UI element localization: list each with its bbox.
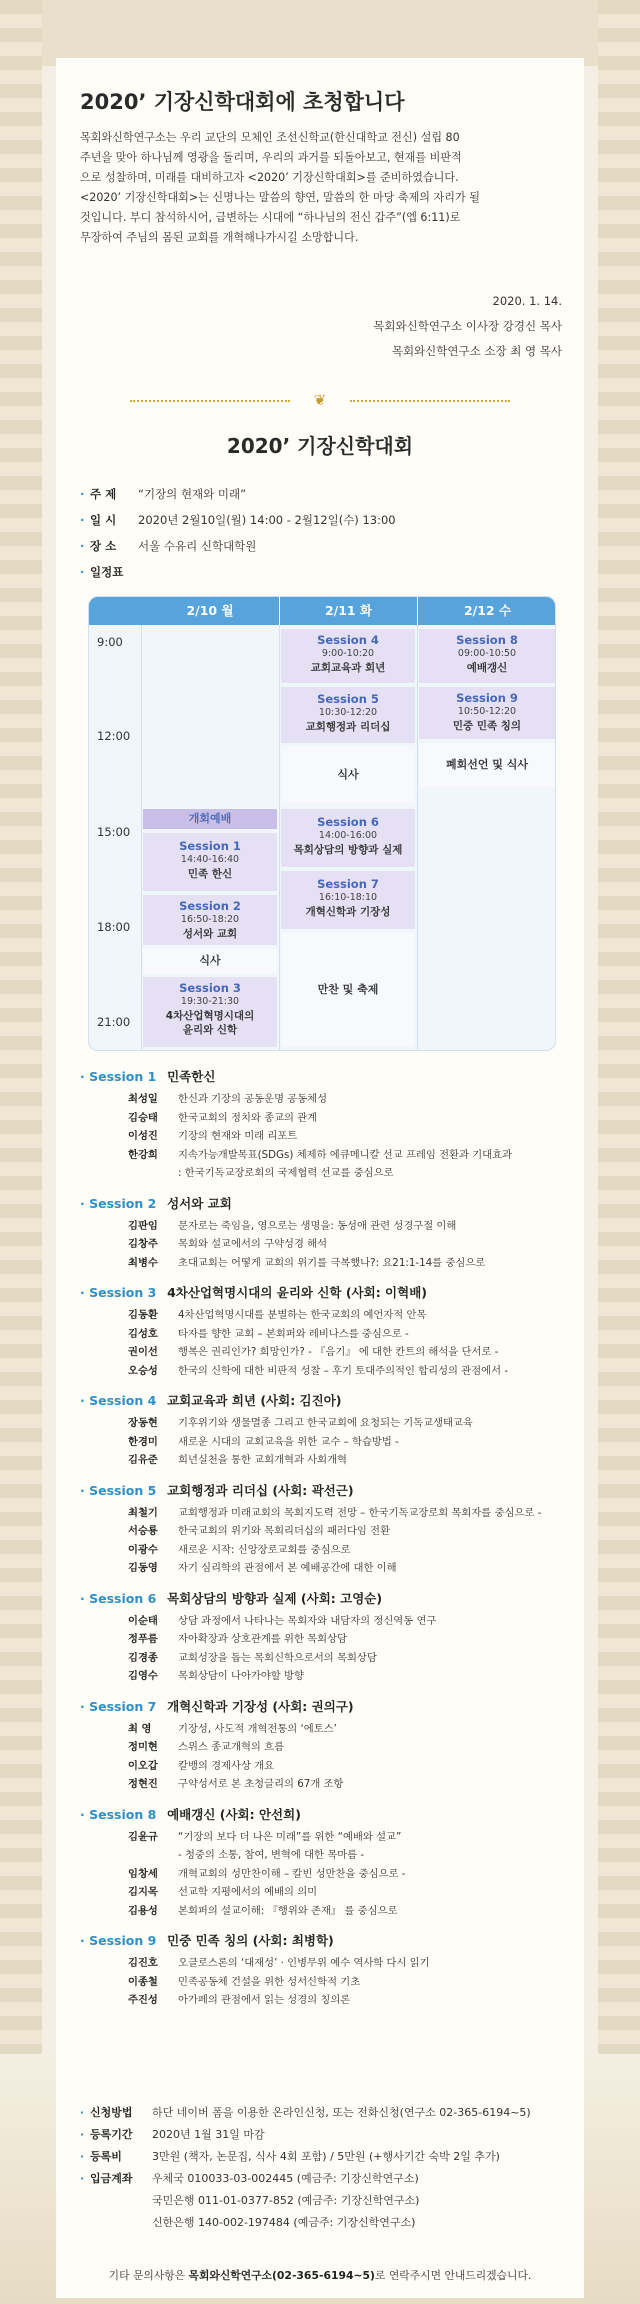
invite-line: 목회와신학연구소는 우리 교단의 모체인 조선신학교(한신대학교 전신) 설립 80 xyxy=(80,131,460,144)
speaker-row: 한경미 새로운 시대의 교회교육을 위한 교수 – 학습방법 - xyxy=(128,1435,399,1448)
invite-line: 주년을 맞아 하나님께 영광을 돌리며, 우리의 과거를 되돌아보고, 현재를 비판적 xyxy=(80,151,462,164)
left-border-decoration xyxy=(0,0,42,2304)
apply-row: · 신청방법 하단 네이버 폼을 이용한 온라인신청, 또는 전화신청(연구소 02-365-6194~5) xyxy=(80,2106,531,2119)
speaker-row: 최병수 초대교회는 어떻게 교회의 위기를 극복했나?: 요21:1-14를 중심으로 xyxy=(128,1256,486,1269)
event-title: 2020’ 기장신학대회 xyxy=(226,434,414,458)
speaker-row: 이순태 상담 과정에서 나타나는 목회자와 내담자의 정신역동 연구 xyxy=(128,1614,437,1627)
session-9-section: · Session 9 민중 민족 칭의 (사회: 최병학) 김진호 오클로스론의 ‘대재성’ · 인병무위 예수 역사학 다시 읽기 이종철 민족공동체 건설을 위한 성서신학적 기초 주진성 아가페의 관점에서 읽는 성경의 칭의론 xyxy=(80,1928,580,2010)
session-9-block: Session 9 10:50-12:20 민중 민족 칭의 xyxy=(419,687,555,739)
session-1-block: Session 1 14:40-16:40 민족 한신 xyxy=(143,833,277,891)
info-theme: · 주 제 “기장의 현재와 미래” xyxy=(80,487,247,501)
session-5-section: · Session 5 교회행정과 리더십 (사회: 곽선근) 최철기 교회행정과 미래교회의 목회지도력 전망 – 한국기독교장로회 목회자를 중심으로 - 서승룡 한국교회의 위기와 목회리더십의 패러다임 전환 이광수 새로운 시작: 신앙장로교회를 중심으로 김동영 자기 심리학의 관점에서 본 예배공간에 대한 이해 xyxy=(80,1478,580,1578)
session-1-section: · Session 1 민족한신 최성일 한신과 기장의 공동운명 공동체성 김승태 한국교회의 정치와 종교의 관계 이성진 기장의 현재와 미래 리포트 한강희 지속가능개발목표(SDGs) 체제하 에큐메니칼 선교 프레임 전환과 기대효과 : 한국기독교장로회의 국제협력 선교를 중심으로 xyxy=(80,1064,580,1183)
speaker-row: 한강희 지속가능개발목표(SDGs) 체제하 에큐메니칼 선교 프레임 전환과 기대효과 xyxy=(128,1148,512,1161)
speaker-row: 김동환 4차산업혁명시대를 분별하는 한국교회의 예언자적 안목 xyxy=(128,1309,427,1321)
account-row: · 입금계좌 우체국 010033-03-002445 (예금주: 기장신학연구소) xyxy=(80,2172,419,2185)
session-2-block: Session 2 16:50-18:20 성서와 교회 xyxy=(143,895,277,945)
session-4-block: Session 4 9:00-10:20 교회교육과 회년 xyxy=(281,629,415,683)
invite-line: 으로 성찰하며, 미래를 대비하고자 <2020’ 기장신학대회>를 준비하였습니다. xyxy=(80,171,459,184)
session-6-section: · Session 6 목회상담의 방향과 실제 (사회: 고영순) 이순태 상담 과정에서 나타나는 목회자와 내담자의 정신역동 연구 정푸름 자아확장과 상호관계를 위한 목회상담 김경종 교회성장을 돕는 목회신학으로서의 목회상담 김영수 목회상담이 나아가야할 방향 xyxy=(80,1586,580,1686)
session-7-section: · Session 7 개혁신학과 기장성 (사회: 권의구) 최 영 기장성, 사도적 개혁전통의 ‘에토스’ 정미현 스위스 종교개혁의 흐름 이오갑 칼뱅의 경제사상 개요 정현진 구약성서로 본 초청글리의 67개 조항 xyxy=(80,1694,580,1794)
meal-block: 식사 xyxy=(143,949,277,973)
speaker-row: 김승태 한국교회의 정치와 종교의 관계 xyxy=(128,1111,318,1124)
speaker-row: 최 영 기장성, 사도적 개혁전통의 ‘에토스’ xyxy=(128,1722,337,1735)
speaker-row: 김동영 자기 심리학의 관점에서 본 예배공간에 대한 이해 xyxy=(128,1562,397,1574)
right-border-decoration xyxy=(598,0,640,2304)
meal-block: 식사 xyxy=(281,747,415,803)
invite-body xyxy=(80,128,564,248)
info-date: · 일 시 2020년 2월10일(월) 14:00 - 2월12일(수) 13:00 xyxy=(80,513,396,527)
speaker-row: 김경종 교회성장을 돕는 목회신학으로서의 목회상담 xyxy=(128,1651,377,1664)
contact-org: 목회와신학연구소(02-365-6194~5) xyxy=(188,2269,375,2282)
info-place: · 장 소 서울 수유리 신학대학원 xyxy=(80,539,257,553)
session-4-section: · Session 4 교회교육과 희년 (사회: 김진아) 장동현 기후위기와 생물멸종 그리고 한국교회에 요청되는 기독교생태교육 한경미 새로운 시대의 교회교육을 위한 교수 – 학습방법 - 김유준 희년실천을 통한 교회개혁과 사회개혁 xyxy=(80,1388,580,1470)
speaker-row: 정현진 구약성서로 본 초청글리의 67개 조항 xyxy=(128,1778,344,1790)
speaker-row: 김유준 희년실천을 통한 교회개혁과 사회개혁 xyxy=(128,1454,347,1466)
speaker-row: 김창주 목회와 설교에서의 구약성경 해석 xyxy=(128,1238,328,1250)
speaker-row: 김성호 타자를 향한 교회 – 본회퍼와 레비나스를 중심으로 - xyxy=(128,1327,409,1340)
speaker-row: - 청중의 소통, 참여, 변혁에 대한 목마름 - xyxy=(178,1849,365,1861)
speaker-row: : 한국기독교장로회의 국제협력 선교를 중심으로 xyxy=(178,1167,394,1179)
session-5-block: Session 5 10:30-12:20 교회행정과 리더십 xyxy=(281,687,415,743)
contact-note: 기타 문의사항은 목회와신학연구소(02-365-6194~5)로 연락주시면 안내드리겠습니다. xyxy=(108,2269,532,2282)
speaker-row: 김지목 선교학 지평에서의 예배의 의미 xyxy=(128,1886,318,1898)
dinner-block: 만찬 및 축제 xyxy=(281,933,415,1047)
time-label: 21:00 xyxy=(97,1015,131,1029)
invite-line: 무장하여 주님의 몸된 교회를 개혁해나가시길 소망합니다. xyxy=(80,231,359,244)
closing-block: 폐회선언 및 식사 xyxy=(419,743,555,787)
session-3-section: · Session 3 4차산업혁명시대의 윤리와 신학 (사회: 이혁배) 김동환 4차산업혁명시대를 분별하는 한국교회의 예언자적 안목 김성호 타자를 향한 교회 – 본회퍼와 레비나스를 중심으로 - 권이선 행복은 권리인가? 희망인가? - 『음기』 에 대한 칸트의 해석을 단서로 - 오승성 한국의 신학에 대한 비판적 성찰 – 후기 토대주의적인 합리성의 관점에서 - xyxy=(80,1280,580,1380)
account-row: 국민은행 011-01-0377-852 (예금주: 기장신학연구소) xyxy=(152,2194,420,2207)
speaker-row: 김영수 목회상담이 나아가야할 방향 xyxy=(128,1670,304,1682)
session-8-section: · Session 8 예배갱신 (사회: 안선희) 김윤규 “기장의 보다 더 나은 미래”를 위한 “예배와 설교” - 청중의 소통, 참여, 변혁에 대한 목마름 - 임창세 개혁교회의 성만찬이해 – 칼빈 성만찬을 중심으로 - 김지목 선교학 지평에서의 예배의 의미 김용성 본회퍼의 설교이해: 『행위와 존재』 를 중심으로 xyxy=(80,1802,580,1921)
invite-line: <2020’ 기장신학대회>는 신명나는 말씀의 향연, 말씀의 한 마당 축제의 자리가 될 xyxy=(80,191,480,204)
speaker-row: 주진성 아가페의 관점에서 읽는 성경의 칭의론 xyxy=(128,1994,351,2006)
session-7-block: Session 7 16:10-18:10 개혁신학과 기장성 xyxy=(281,871,415,929)
speaker-row: 최성일 한신과 기장의 공동운명 공동체성 xyxy=(128,1093,328,1105)
time-label: 12:00 xyxy=(97,729,131,743)
speaker-row: 정푸름 자아확장과 상호관계를 위한 목회상담 xyxy=(128,1633,347,1645)
time-label: 15:00 xyxy=(97,825,131,839)
time-label: 18:00 xyxy=(97,920,131,934)
invite-date: 2020. 1. 14. xyxy=(492,294,562,308)
ornament-divider xyxy=(130,393,510,409)
speaker-row: 이오갑 칼뱅의 경제사상 개요 xyxy=(128,1759,275,1772)
speaker-row: 장동현 기후위기와 생물멸종 그리고 한국교회에 요청되는 기독교생태교육 xyxy=(128,1417,473,1429)
speaker-row: 서승룡 한국교회의 위기와 목회리더십의 패러다임 전환 xyxy=(128,1525,391,1537)
session-3-block: Session 3 19:30-21:30 4차산업혁명시대의 윤리와 신학 xyxy=(143,977,277,1047)
speaker-row: 정미현 스위스 종교개혁의 흐름 xyxy=(128,1741,285,1753)
speaker-row: 권이선 행복은 권리인가? 희망인가? - 『음기』 에 대한 칸트의 해석을 단서로 - xyxy=(128,1346,499,1358)
info-schedule: · 일정표 xyxy=(80,565,124,579)
speaker-row: 이성진 기장의 현재와 미래 리포트 xyxy=(128,1130,298,1142)
top-decoration xyxy=(0,0,640,66)
fee-row: · 등록비 3만원 (책자, 논문집, 식사 4회 포함) / 5만원 (+행사기간 숙박 2일 추가) xyxy=(80,2150,500,2163)
schedule-table xyxy=(88,596,556,1051)
session-2-section: · Session 2 성서와 교회 김판임 문자로는 죽임을, 영으로는 생명을: 동성애 관련 성경구절 이해 김창주 목회와 설교에서의 구약성경 해석 최병수 초대교회는 어떻게 교회의 위기를 극복했나?: 요21:1-14를 중심으로 xyxy=(80,1191,580,1273)
signer-2: 목회와신학연구소 소장 최 영 목사 xyxy=(391,344,562,358)
speaker-row: 김윤규 “기장의 보다 더 나은 미래”를 위한 “예배와 설교” xyxy=(128,1830,402,1843)
session-8-block: Session 8 09:00-10:50 예배갱신 xyxy=(419,629,555,683)
registration-info xyxy=(80,2102,531,2234)
day-header: 2/12 수 xyxy=(417,597,556,625)
speaker-row: 이종철 민족공동체 건설을 위한 성서신학적 기초 xyxy=(128,1975,361,1988)
session-6-block: Session 6 14:00-16:00 목회상담의 방향과 실제 xyxy=(281,809,415,867)
signer-1: 목회와신학연구소 이사장 강경신 목사 xyxy=(373,319,562,333)
speaker-row: 이광수 새로운 시작: 신앙장로교회를 중심으로 xyxy=(128,1543,351,1556)
day-header: 2/11 화 xyxy=(279,597,417,625)
programme-list xyxy=(80,1064,580,2010)
ornament-icon: ❦ xyxy=(313,391,327,409)
speaker-row: 오승성 한국의 신학에 대한 비판적 성찰 – 후기 토대주의적인 합리성의 관점에서 - xyxy=(128,1364,509,1377)
time-label: 9:00 xyxy=(97,635,123,649)
day-header: 2/10 월 xyxy=(141,597,279,625)
speaker-row: 김용성 본회퍼의 설교이해: 『행위와 존재』 를 중심으로 xyxy=(128,1904,398,1917)
account-row: 신한은행 140-002-197484 (예금주: 기장신학연구소) xyxy=(152,2216,416,2229)
speaker-row: 김진호 오클로스론의 ‘대재성’ · 인병무위 예수 역사학 다시 읽기 xyxy=(128,1957,430,1969)
invite-line: 것입니다. 부디 참석하시어, 급변하는 시대에 “하나님의 전신 갑주”(엡 6:11)로 xyxy=(80,211,461,224)
invite-title: 2020’ 기장신학대회에 초청합니다 xyxy=(80,90,405,114)
opening-worship-block: 개회예배 xyxy=(143,809,277,829)
period-row: · 등록기간 2020년 1월 31일 마감 xyxy=(80,2128,265,2141)
speaker-row: 김판임 문자로는 죽임을, 영으로는 생명을: 동성애 관련 성경구절 이해 xyxy=(128,1219,457,1232)
speaker-row: 임창세 개혁교회의 성만찬이해 – 칼빈 성만찬을 중심으로 - xyxy=(128,1867,406,1880)
speaker-row: 최철기 교회행정과 미래교회의 목회지도력 전망 – 한국기독교장로회 목회자를 중심으로 - xyxy=(128,1506,542,1519)
